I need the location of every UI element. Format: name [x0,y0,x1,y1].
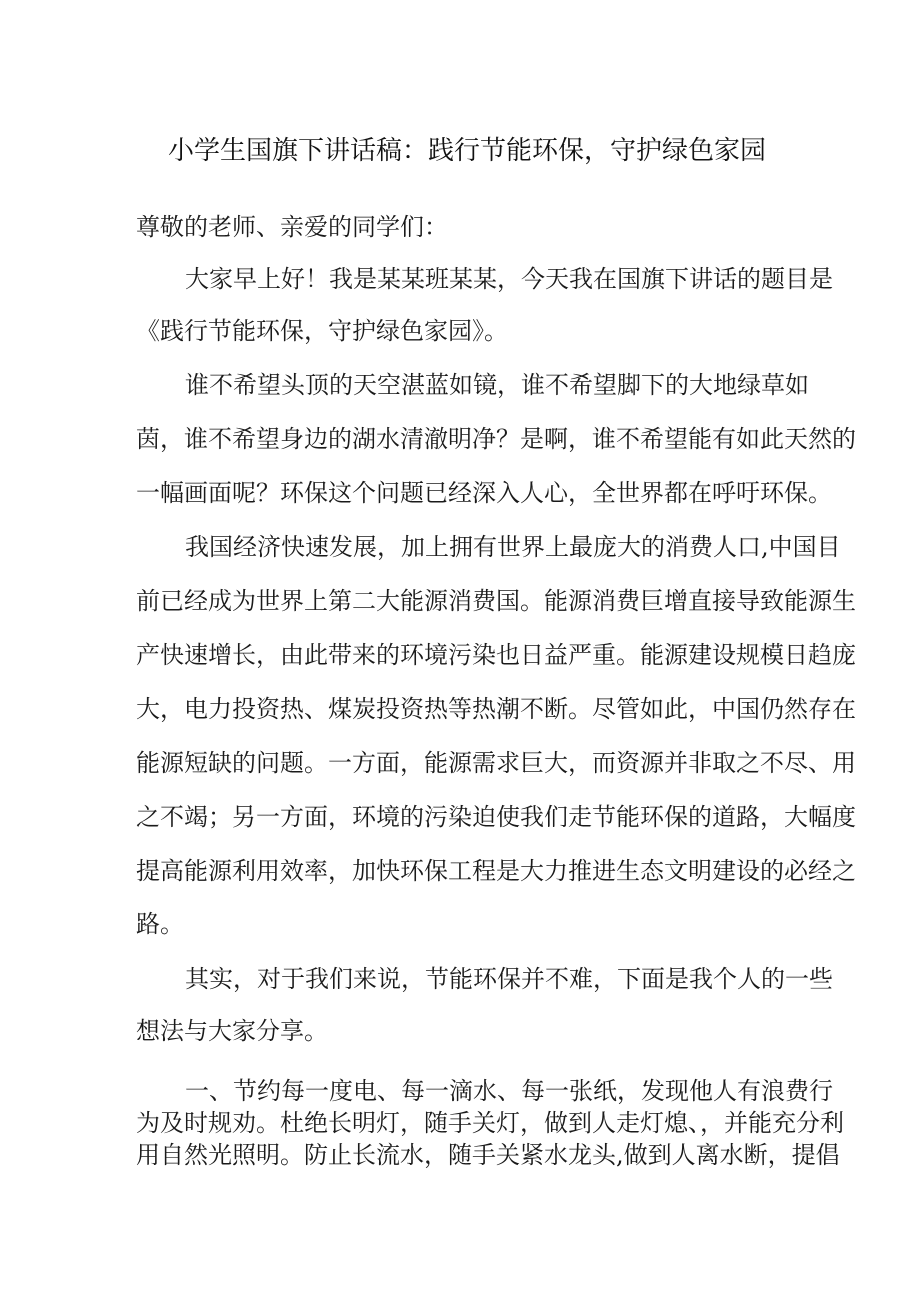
paragraph-3-line-3: 产快速增长，由此带来的环境污染也日益严重。能源建设规模日趋庞 [136,641,856,669]
paragraph-3-line-1: 我国经济快速发展，加上拥有世界上最庞大的消费人口,中国目 [185,533,841,561]
document-title: 小学生国旗下讲话稿：践行节能环保，守护绿色家园 [168,136,767,166]
paragraph-3-line-5: 能源短缺的问题。一方面，能源需求巨大，而资源并非取之不尽、用 [136,749,856,777]
paragraph-5-line-2: 为及时规劝。杜绝长明灯，随手关灯，做到人走灯熄、，并能充分利 [136,1109,844,1137]
paragraph-3-line-6: 之不竭；另一方面，环境的污染迫使我们走节能环保的道路，大幅度 [136,803,856,831]
paragraph-3-line-2: 前已经成为世界上第二大能源消费国。能源消费巨增直接导致能源生 [136,587,856,615]
paragraph-3-line-8: 路。 [136,910,184,938]
greeting: 尊敬的老师、亲爱的同学们： [136,213,448,241]
paragraph-1-line-2: 《践行节能环保，守护绿色家园》。 [136,317,508,345]
paragraph-5-line-1: 一、节约每一度电、每一滴水、每一张纸，发现他人有浪费行 [185,1077,833,1105]
paragraph-2-line-2: 茵，谁不希望身边的湖水清澈明净？是啊，谁不希望能有如此天然的 [136,425,856,453]
paragraph-4-line-2: 想法与大家分享。 [136,1017,328,1045]
paragraph-1-line-1: 大家早上好！我是某某班某某，今天我在国旗下讲话的题目是 [185,265,833,293]
paragraph-3-line-7: 提高能源利用效率，加快环保工程是大力推进生态文明建设的必经之 [136,857,856,885]
paragraph-2-line-1: 谁不希望头顶的天空湛蓝如镜，谁不希望脚下的大地绿草如 [185,371,809,399]
paragraph-3-line-4: 大，电力投资热、煤炭投资热等热潮不断。尽管如此，中国仍然存在 [136,695,856,723]
paragraph-5-line-3: 用自然光照明。防止长流水，随手关紧水龙头,做到人离水断，提倡 [136,1141,840,1169]
paragraph-4-line-1: 其实，对于我们来说，节能环保并不难，下面是我个人的一些 [185,965,833,993]
paragraph-2-line-3: 一幅画面呢？环保这个问题已经深入人心，全世界都在呼吁环保。 [136,479,832,507]
